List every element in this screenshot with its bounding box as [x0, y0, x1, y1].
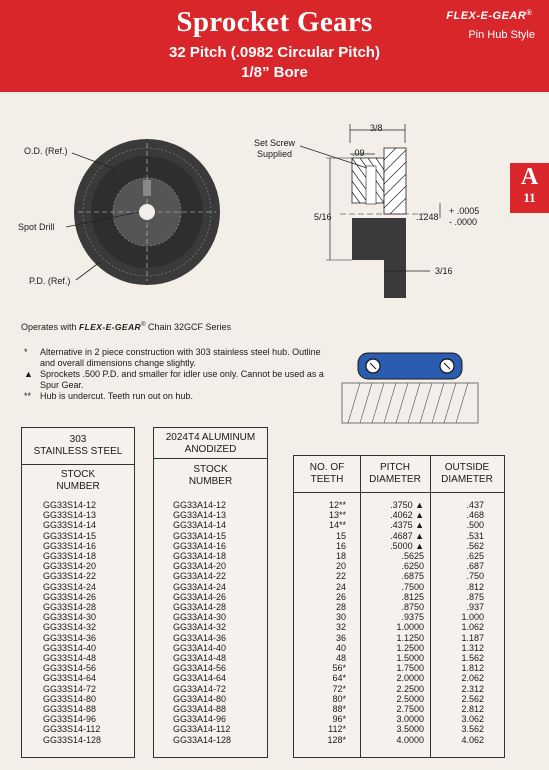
stainless-stock-number: GG33S14-26: [43, 591, 97, 602]
pitch-diameter: .9375: [401, 612, 424, 623]
pitch-diameter: 1.1250: [396, 632, 424, 643]
stainless-stock-number: GG33S14-12: [43, 500, 97, 510]
pitch-diameter-list: [360, 500, 424, 745]
outside-diameter: 3.062: [461, 714, 484, 725]
bore-size: 1/8” Bore: [241, 64, 308, 81]
stainless-stock-number: GG33S14-18: [43, 551, 97, 562]
outside-diameter: .875: [466, 591, 484, 602]
operates-suffix: Chain 32GCF Series: [148, 322, 232, 332]
operates-with-line: [21, 322, 231, 332]
stainless-stock-number: GG33S14-128: [43, 734, 102, 745]
outside-diameter: 2.812: [461, 704, 484, 715]
pitch-diameter: .8750: [401, 602, 424, 613]
pd-leader: [76, 262, 100, 280]
pd-label: P.D. (Ref.): [29, 276, 71, 286]
stainless-stock-number: GG33S14-16: [43, 540, 97, 551]
pitch-diameter: .8125: [401, 591, 424, 602]
aluminum-stock-number: GG33A14-56: [173, 663, 227, 674]
aluminum-stock-number: GG33A14-14: [173, 520, 227, 531]
teeth-count: 88*: [332, 704, 346, 715]
aluminum-stock-number: GG33A14-24: [173, 581, 227, 592]
stainless-stock-number: GG33S14-40: [43, 642, 97, 653]
stainless-stock-number: GG33S14-13: [43, 510, 97, 521]
outside-diameter: .812: [466, 581, 484, 592]
operates-prefix: Operates with: [21, 322, 77, 332]
outside-diameter: .687: [466, 561, 484, 572]
stainless-stock-number: GG33S14-28: [43, 602, 97, 613]
teeth-count: 14**: [328, 520, 346, 531]
pitch-diameter: .6875: [401, 571, 424, 582]
teeth-count: 96*: [332, 714, 346, 725]
outside-diameter: 3.562: [461, 724, 484, 735]
header-banner: [0, 0, 549, 92]
teeth-count: 32: [335, 622, 346, 633]
chain-illustration: [340, 345, 480, 425]
stainless-stock-number: GG33S14-96: [43, 714, 97, 725]
section-number: 11: [523, 190, 536, 205]
gear-section-bottom: [384, 218, 406, 298]
pitch-diameter: 2.0000: [396, 673, 424, 684]
note-item: [24, 391, 324, 402]
pitch-diameter: 1.2500: [396, 642, 424, 653]
stainless-stock-number: GG33S14-112: [43, 724, 101, 735]
teeth-count: 112*: [328, 724, 346, 735]
pitch-diameter: 2.2500: [396, 683, 424, 694]
teeth-count: 16: [335, 540, 346, 551]
pitch-diameter: .5000 ▲: [390, 540, 424, 551]
set-screw: [366, 166, 376, 204]
hub-style-label: Pin Hub Style: [468, 29, 535, 41]
dim-5-16-label: 5/16: [314, 212, 332, 222]
pitch-diameter-header: PITCH DIAMETER: [369, 462, 421, 485]
aluminum-stock-number: GG33A14-13: [173, 510, 227, 521]
pitch-diameter: 1.7500: [396, 663, 424, 674]
pitch-diameter: 3.0000: [396, 714, 424, 725]
pitch-diameter: .7500: [401, 581, 424, 592]
outside-diameter: 1.000: [461, 612, 484, 623]
dim-1248-label: .1248: [416, 212, 439, 222]
teeth-count: 40: [335, 642, 346, 653]
aluminum-stock-number: GG33A14-26: [173, 591, 227, 602]
tolerance-plus: + .0005: [449, 206, 480, 216]
note-text: Alternative in 2 piece construction with 303 stainless steel hub. Outline and overall dimensions change slightly.: [40, 347, 321, 368]
pitch-diameter: .6250: [401, 561, 424, 572]
teeth-count: 28: [335, 602, 346, 613]
dim-09-label: .09: [352, 148, 365, 158]
stainless-table: [21, 427, 135, 758]
teeth-count: 56*: [332, 663, 346, 674]
stainless-stock-number: GG33S14-30: [43, 612, 97, 623]
pitch-diameter: 1.0000: [396, 622, 424, 633]
stainless-stock-number: GG33S14-14: [43, 520, 97, 531]
pitch-diameter: .4375 ▲: [390, 520, 424, 531]
aluminum-stock-number: GG33A14-64: [173, 673, 227, 684]
teeth-count: 20: [335, 561, 346, 572]
outside-diameter: .937: [466, 602, 484, 613]
operates-registered-mark: ®: [141, 322, 146, 328]
aluminum-stock-number: GG33A14-112: [173, 724, 231, 735]
teeth-count: 18: [335, 551, 346, 562]
od-label: O.D. (Ref.): [24, 146, 68, 156]
stainless-stock-number: GG33S14-72: [43, 683, 97, 694]
stainless-stock-number: GG33S14-22: [43, 571, 97, 582]
aluminum-table: [153, 427, 268, 758]
note-marker: *: [24, 347, 28, 357]
aluminum-stock-number: GG33A14-22: [173, 571, 227, 582]
note-text: Sprockets .500 P.D. and smaller for idler use only. Cannot be used as a Spur Gear.: [40, 369, 324, 390]
aluminum-stock-list: [173, 500, 231, 745]
aluminum-stock-number: GG33A14-12: [173, 500, 227, 510]
teeth-count: 36: [335, 632, 346, 643]
teeth-count: 48: [335, 653, 346, 664]
set-screw-label: [254, 138, 295, 160]
tolerance-minus: - .0000: [449, 217, 478, 227]
aluminum-stock-number: GG33A14-72: [173, 683, 227, 694]
aluminum-stock-number: GG33A14-88: [173, 704, 227, 715]
pitch-diameter: .4687 ▲: [390, 530, 424, 541]
outside-diameter: 1.812: [461, 663, 484, 674]
outside-diameter: .625: [466, 551, 484, 562]
teeth-count: 80*: [332, 693, 346, 704]
stainless-stock-number: GG33S14-56: [43, 663, 97, 674]
brand-logo: [446, 10, 532, 22]
dim-3-16-label: 3/16: [435, 266, 453, 276]
note-marker: **: [24, 391, 32, 401]
outside-diameter: 2.562: [461, 693, 484, 704]
stainless-stock-number: GG33S14-48: [43, 653, 97, 664]
operates-brand: FLEX-E-GEAR: [79, 322, 142, 332]
teeth-count: 72*: [332, 683, 346, 694]
outside-diameter-header: OUTSIDE DIAMETER: [441, 462, 493, 485]
section-tab: [510, 163, 549, 213]
spot-drill-label: Spot Drill: [18, 222, 55, 232]
teeth-count: 13**: [328, 510, 346, 521]
specs-table: [293, 455, 505, 758]
pitch-diameter: 1.5000: [396, 653, 424, 664]
page-subtitle: 32 Pitch (.0982 Circular Pitch): [169, 44, 380, 61]
set-screw-label-line2: Supplied: [256, 149, 293, 159]
aluminum-stock-number: GG33A14-15: [173, 530, 227, 541]
teeth-count: 30: [335, 612, 346, 623]
stainless-stock-number: GG33S14-80: [43, 693, 97, 704]
outside-diameter: 1.312: [461, 642, 484, 653]
outside-diameter: .750: [466, 571, 484, 582]
stainless-stock-number: GG33S14-88: [43, 704, 97, 715]
section-letter: A: [520, 164, 539, 190]
teeth-count: 22: [335, 571, 346, 582]
stainless-stock-number: GG33S14-36: [43, 632, 97, 643]
set-screw-label-line1: Set Screw: [254, 138, 296, 148]
pitch-diameter: .3750 ▲: [390, 500, 424, 510]
pitch-diameter: 4.0000: [396, 734, 424, 745]
aluminum-stock-header: STOCK NUMBER: [188, 464, 233, 487]
bore-hole: [139, 204, 155, 220]
teeth-count: 128*: [327, 734, 346, 745]
aluminum-stock-number: GG33A14-20: [173, 561, 227, 572]
teeth-count: 12**: [328, 500, 346, 510]
teeth-count: 15: [335, 530, 346, 541]
outside-diameter: .562: [466, 540, 484, 551]
note-text: Hub is undercut. Teeth run out on hub.: [40, 391, 193, 401]
outside-diameter: 1.187: [461, 632, 484, 643]
aluminum-stock-number: GG33A14-18: [173, 551, 227, 562]
outside-diameter: .437: [466, 500, 484, 510]
pitch-diameter: 3.5000: [396, 724, 424, 735]
note-marker: ▲: [24, 369, 33, 379]
stainless-stock-number: GG33S14-64: [43, 673, 97, 684]
outside-diameter: .531: [466, 530, 484, 541]
aluminum-stock-number: GG33A14-32: [173, 622, 227, 633]
stainless-stock-number: GG33S14-24: [43, 581, 97, 592]
aluminum-stock-number: GG33A14-80: [173, 693, 227, 704]
outside-diameter-list: [430, 500, 484, 745]
teeth-count: 24: [335, 581, 346, 592]
stainless-stock-header: STOCK NUMBER: [56, 469, 100, 492]
stainless-stock-number: GG33S14-20: [43, 561, 97, 572]
aluminum-stock-number: GG33A14-96: [173, 714, 227, 725]
teeth-header: NO. OF TEETH: [309, 462, 345, 485]
hub-section-bottom: [352, 218, 384, 260]
aluminum-material-header: 2024T4 ALUMINUM ANODIZED: [165, 432, 256, 455]
notes-list: [24, 347, 324, 402]
outside-diameter: 1.562: [461, 653, 484, 664]
set-screw-hole: [143, 180, 151, 196]
stainless-stock-number: GG33S14-32: [43, 622, 97, 633]
outside-diameter: 4.062: [461, 734, 484, 745]
pitch-diameter: 2.7500: [396, 704, 424, 715]
aluminum-stock-number: GG33A14-16: [173, 540, 227, 551]
outside-diameter: .468: [466, 510, 484, 521]
stainless-material-header: 303 STAINLESS STEEL: [33, 434, 123, 457]
outside-diameter: 2.312: [461, 683, 484, 694]
aluminum-stock-number: GG33A14-30: [173, 612, 227, 623]
brand-text: FLEX-E-GEAR: [446, 10, 527, 22]
note-item: [24, 347, 324, 369]
pitch-diameter: .5625: [401, 551, 424, 562]
registered-mark: ®: [526, 10, 532, 17]
outside-diameter: .500: [466, 520, 484, 531]
aluminum-stock-number: GG33A14-36: [173, 632, 227, 643]
pitch-diameter: 2.5000: [396, 693, 424, 704]
note-item: [24, 369, 324, 391]
aluminum-stock-number: GG33A14-48: [173, 653, 227, 664]
teeth-count: 26: [335, 591, 346, 602]
pitch-diameter: .4062 ▲: [390, 510, 424, 521]
outside-diameter: 2.062: [461, 673, 484, 684]
stainless-stock-list: [43, 500, 101, 745]
page-title: Sprocket Gears: [176, 6, 373, 38]
aluminum-stock-number: GG33A14-128: [173, 734, 232, 745]
stainless-stock-number: GG33S14-15: [43, 530, 97, 541]
dim-3-8-label: 3/8: [370, 123, 383, 133]
teeth-count: 64*: [332, 673, 346, 684]
aluminum-stock-number: GG33A14-28: [173, 602, 227, 613]
aluminum-stock-number: GG33A14-40: [173, 642, 227, 653]
teeth-list: [294, 500, 346, 745]
outside-diameter: 1.062: [461, 622, 484, 633]
